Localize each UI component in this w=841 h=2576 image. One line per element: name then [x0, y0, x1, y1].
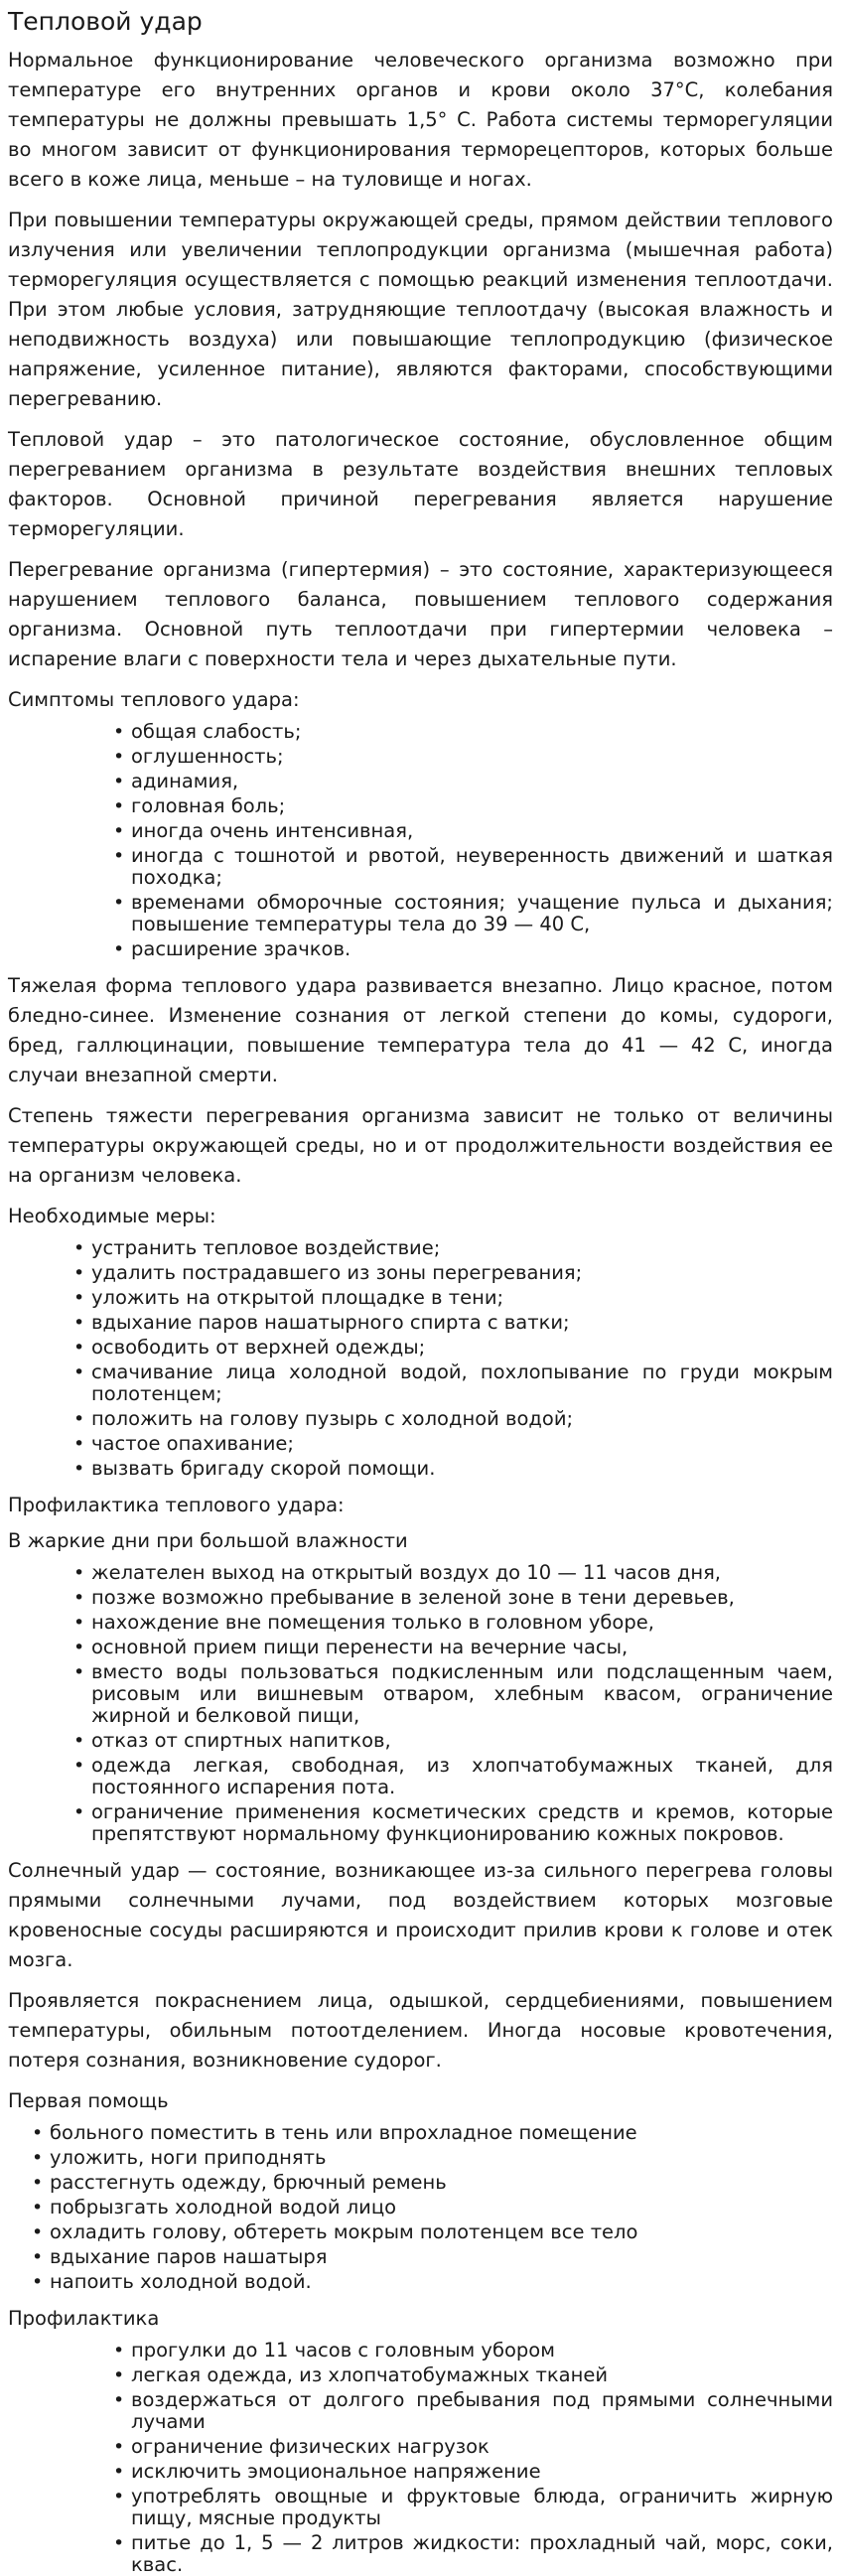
list-item: • употреблять овощные и фруктовые блюда, ограничить жирную пищу, мясные продукты [111, 2486, 833, 2529]
list-item: • исключить эмоциональное напряжение [111, 2461, 833, 2483]
paragraph-sunstroke: Солнечный удар — состояние, возникающее из-за сильного перегрева головы прямыми солнечными лучами, под воздействием которых мозговые кровеносные сосуды расширяются и происходит прилив крови к голове и отек мозга. [8, 1859, 833, 1971]
list-item: • оглушенность; [111, 746, 833, 768]
list-item: • нахождение вне помещения только в головном уборе, [71, 1612, 833, 1634]
list-item: • устранить тепловое воздействие; [71, 1237, 833, 1259]
hot-days-label: В жаркие дни при большой влажности [8, 1529, 408, 1552]
prophylaxis-list [111, 2340, 833, 2576]
list-item: • одежда легкая, свободная, из хлопчатобумажных тканей, для постоянного испарения пота. [71, 1755, 833, 1798]
list-item: • больного поместить в тень или впрохладное помещение [30, 2122, 833, 2144]
list-item: • освободить от верхней одежды; [71, 1337, 833, 1359]
symptoms-list [111, 721, 833, 960]
paragraph-thermoregulation: При повышении температуры окружающей среды, прямом действии теплового излучения или увеличении теплопродукции организма (мышечная работа) терморегуляция осуществляется с помощью реакций изменения теплоотдачи. При этом любые условия, затрудняющие теплоотдачу (высокая влажность и неподвижность воздуха) или повышающие теплопродукцию (физическое напряжение, усиленное питание), являются факторами, способствующими перегреванию. [8, 209, 833, 410]
list-item: • уложить на открытой площадке в тени; [71, 1287, 833, 1309]
list-item: • основной прием пищи перенести на вечерние часы, [71, 1637, 833, 1658]
list-item: • побрызгать холодной водой лицо [30, 2197, 833, 2218]
list-item: • охладить голову, обтереть мокрым полотенцем все тело [30, 2221, 833, 2243]
list-item: • удалить пострадавшего из зоны перегревания; [71, 1262, 833, 1284]
prophylaxis-label: Профилактика [8, 2307, 160, 2330]
list-item: • головная боль; [111, 795, 833, 817]
paragraph-severity: Степень тяжести перегревания организма зависит не только от величины температуры окружающей среды, но и от продолжительности воздействия ее на организм человека. [8, 1104, 833, 1187]
list-item: • ограничение физических нагрузок [111, 2436, 833, 2458]
list-item: • иногда с тошнотой и рвотой, неуверенность движений и шаткая походка; [111, 845, 833, 889]
list-item: • вдыхание паров нашатырного спирта с ватки; [71, 1312, 833, 1334]
list-item: • общая слабость; [111, 721, 833, 743]
list-item: • уложить, ноги приподнять [30, 2147, 833, 2169]
list-item: • воздержаться от долгого пребывания под прямыми солнечными лучами [111, 2389, 833, 2433]
list-item: • положить на голову пузырь с холодной водой; [71, 1408, 833, 1430]
measures-list [71, 1237, 833, 1480]
first-aid-list [30, 2122, 833, 2293]
list-item: • расширение зрачков. [111, 938, 833, 960]
first-aid-label: Первая помощь [8, 2089, 169, 2112]
list-item: • напоить холодной водой. [30, 2271, 833, 2293]
paragraph-definition: Тепловой удар – это патологическое состояние, обусловленное общим перегреванием организма в результате воздействия внешних тепловых факторов. Основной причиной перегревания является нарушение терморегуляции. [8, 428, 833, 540]
hot-days-list [71, 1562, 833, 1845]
paragraph-severe-form: Тяжелая форма теплового удара развивается внезапно. Лицо красное, потом бледно-синее. Изменение сознания от легкой степени до комы, судороги, бред, галлюцинации, повышение температура тела до 41 — 42 С, иногда случаи внезапной смерти. [8, 974, 833, 1086]
list-item: • адинамия, [111, 771, 833, 792]
list-item: • расстегнуть одежду, брючный ремень [30, 2172, 833, 2194]
list-item: • позже возможно пребывание в зеленой зоне в тени деревьев, [71, 1587, 833, 1609]
list-item: • временами обморочные состояния; учащение пульса и дыхания; повышение температуры тела до 39 — 40 С, [111, 892, 833, 935]
list-item: • ограничение применения косметических средств и кремов, которые препятствуют нормальному функционированию кожных покровов. [71, 1801, 833, 1845]
prevention-label: Профилактика теплового удара: [8, 1494, 345, 1516]
list-item: • питье до 1, 5 — 2 литров жидкости: прохладный чай, морс, соки, квас. [111, 2532, 833, 2576]
list-item: • иногда очень интенсивная, [111, 820, 833, 842]
symptoms-label: Симптомы теплового удара: [8, 688, 300, 711]
list-item: • вызвать бригаду скорой помощи. [71, 1458, 833, 1480]
list-item: • отказ от спиртных напитков, [71, 1730, 833, 1752]
paragraph-manifestation: Проявляется покраснением лица, одышкой, сердцебиениями, повышением температуры, обильным потоотделением. Иногда носовые кровотечения, потеря сознания, возникновение судорог. [8, 1989, 833, 2072]
measures-label: Необходимые меры: [8, 1205, 216, 1227]
list-item: • вдыхание паров нашатыря [30, 2246, 833, 2268]
page-title: Тепловой удар [8, 7, 203, 36]
paragraph-intro: Нормальное функционирование человеческого организма возможно при температуре его внутренних органов и крови около 37°С, колебания температуры не должны превышать 1,5° С. Работа системы терморегуляции во многом зависит от функционирования терморецепторов, которых больше всего в коже лица, меньше – на туловище и ногах. [8, 49, 833, 191]
list-item: • прогулки до 11 часов с головным убором [111, 2340, 833, 2361]
list-item: • легкая одежда, из хлопчатобумажных тканей [111, 2364, 833, 2386]
list-item: • желателен выход на открытый воздух до 10 — 11 часов дня, [71, 1562, 833, 1584]
list-item: • вместо воды пользоваться подкисленным или подслащенным чаем, рисовым или вишневым отваром, хлебным квасом, ограничение жирной и белковой пищи, [71, 1661, 833, 1727]
list-item: • частое опахивание; [71, 1433, 833, 1455]
paragraph-hyperthermia: Перегревание организма (гипертермия) – это состояние, характеризующееся нарушением теплового баланса, повышением теплового содержания организма. Основной путь теплоотдачи при гипертермии человека – испарение влаги с поверхности тела и через дыхательные пути. [8, 558, 833, 670]
list-item: • смачивание лица холодной водой, похлопывание по груди мокрым полотенцем; [71, 1361, 833, 1405]
